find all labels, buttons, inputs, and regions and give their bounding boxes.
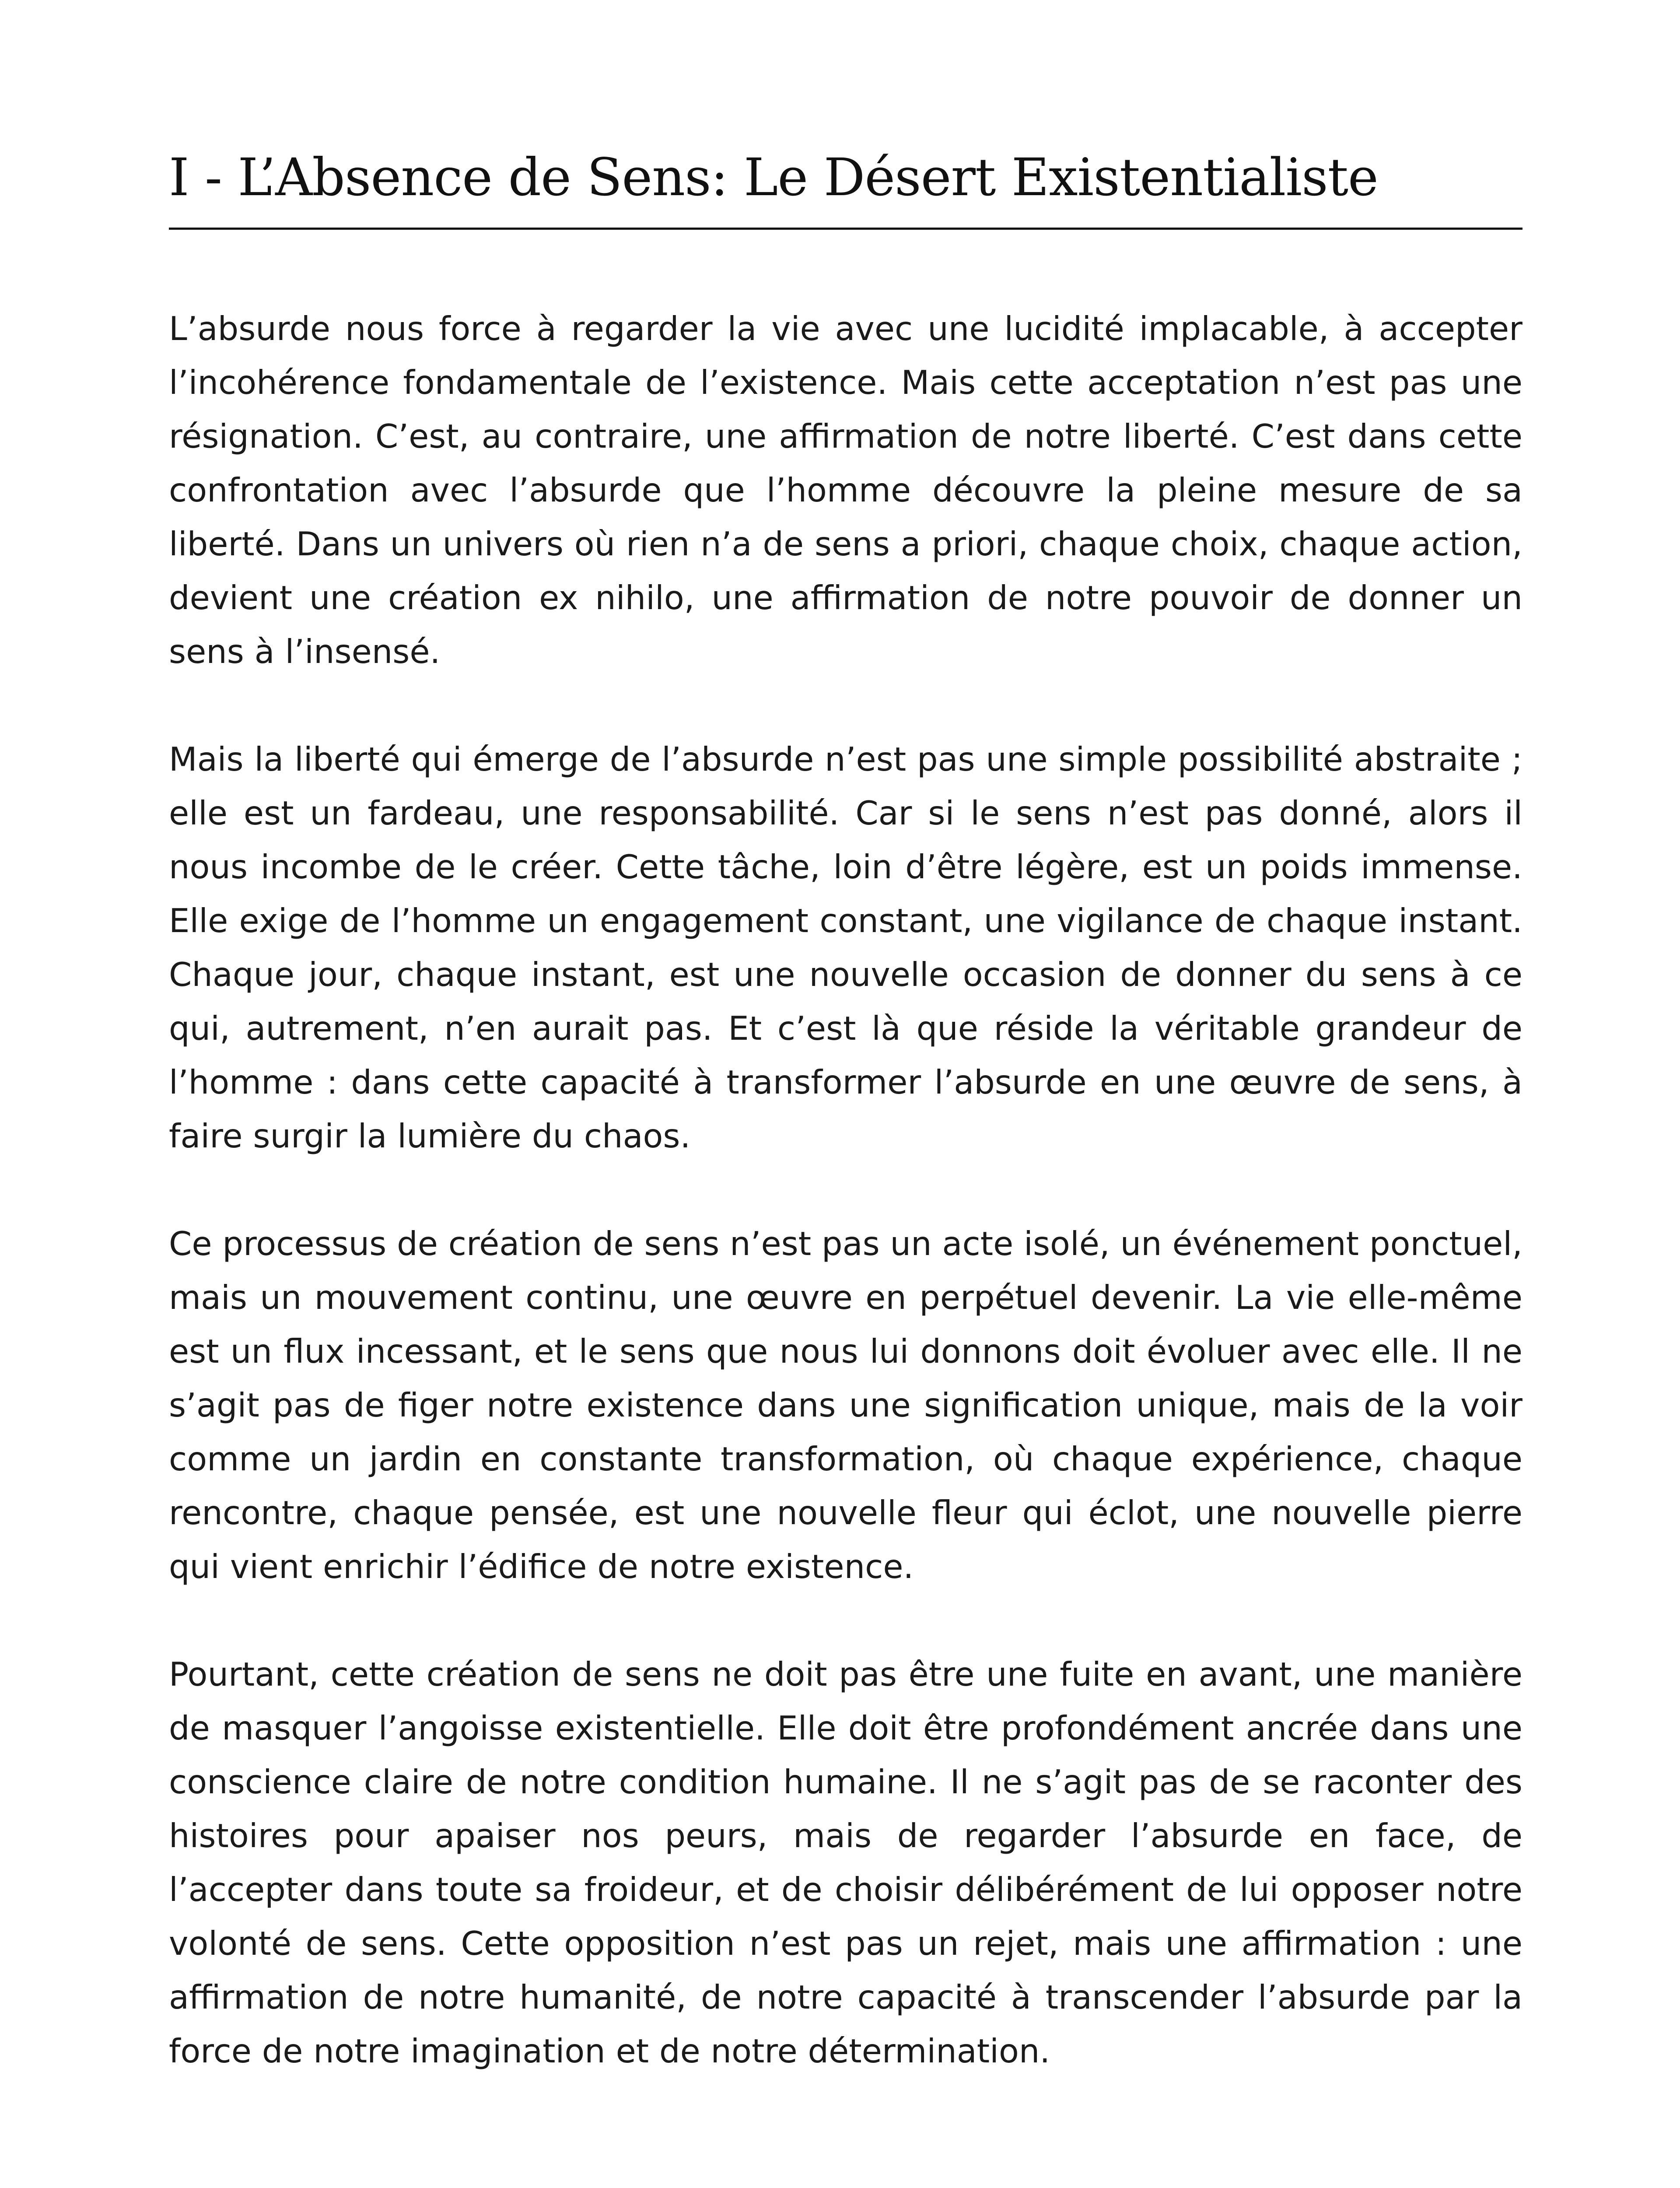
paragraph-4: Pourtant, cette création de sens ne doit pas être une fuite en avant, une manière de masquer l’angoisse existentielle. Elle doit être profondément ancrée dans une conscience claire de notre condition humaine. Il ne s’agit pas de se raconter des histoires pour apaiser nos peurs, mais de regarder l’absurde en face, de l’accepter dans toute sa froideur, et de choisir délibérément de lui opposer notre volonté de sens. Cette opposition n’est pas un rejet, mais une affirmation : une affirmation de notre humanité, de notre capacité à transcender l’absurde par la force de notre imagination et de notre détermination. <box>169 1655 1522 2070</box>
body-text <box>169 302 1522 2132</box>
title-divider <box>169 228 1522 230</box>
paragraph-3: Ce processus de création de sens n’est pas un acte isolé, un événement ponctuel, mais un mouvement continu, une œuvre en perpétuel devenir. La vie elle-même est un flux incessant, et le sens que nous lui donnons doit évoluer avec elle. Il ne s’agit pas de figer notre existence dans une signification unique, mais de la voir comme un jardin en constante transformation, où chaque expérience, chaque rencontre, chaque pensée, est une nouvelle fleur qui éclot, une nouvelle pierre qui vient enrichir l’édifice de notre existence. <box>169 1224 1522 1586</box>
chapter-title: I - L’Absence de Sens: Le Désert Existentialiste <box>169 147 1378 207</box>
paragraph-2: Mais la liberté qui émerge de l’absurde n’est pas une simple possibilité abstraite ; elle est un fardeau, une responsabilité. Car si le sens n’est pas donné, alors il nous incombe de le créer. Cette tâche, loin d’être légère, est un poids immense. Elle exige de l’homme un engagement constant, une vigilance de chaque instant. Chaque jour, chaque instant, est une nouvelle occasion de donner du sens à ce qui, autrement, n’en aurait pas. Et c’est là que réside la véritable grandeur de l’homme : dans cette capacité à transformer l’absurde en une œuvre de sens, à faire surgir la lumière du chaos. <box>169 740 1522 1155</box>
paragraph-1: L’absurde nous force à regarder la vie avec une lucidité implacable, à accepter l’incohérence fondamentale de l’existence. Mais cette acceptation n’est pas une résignation. C’est, au contraire, une affirmation de notre liberté. C’est dans cette confrontation avec l’absurde que l’homme découvre la pleine mesure de sa liberté. Dans un univers où rien n’a de sens a priori, chaque choix, chaque action, devient une création ex nihilo, une affirmation de notre pouvoir de donner un sens à l’insensé. <box>169 309 1522 671</box>
